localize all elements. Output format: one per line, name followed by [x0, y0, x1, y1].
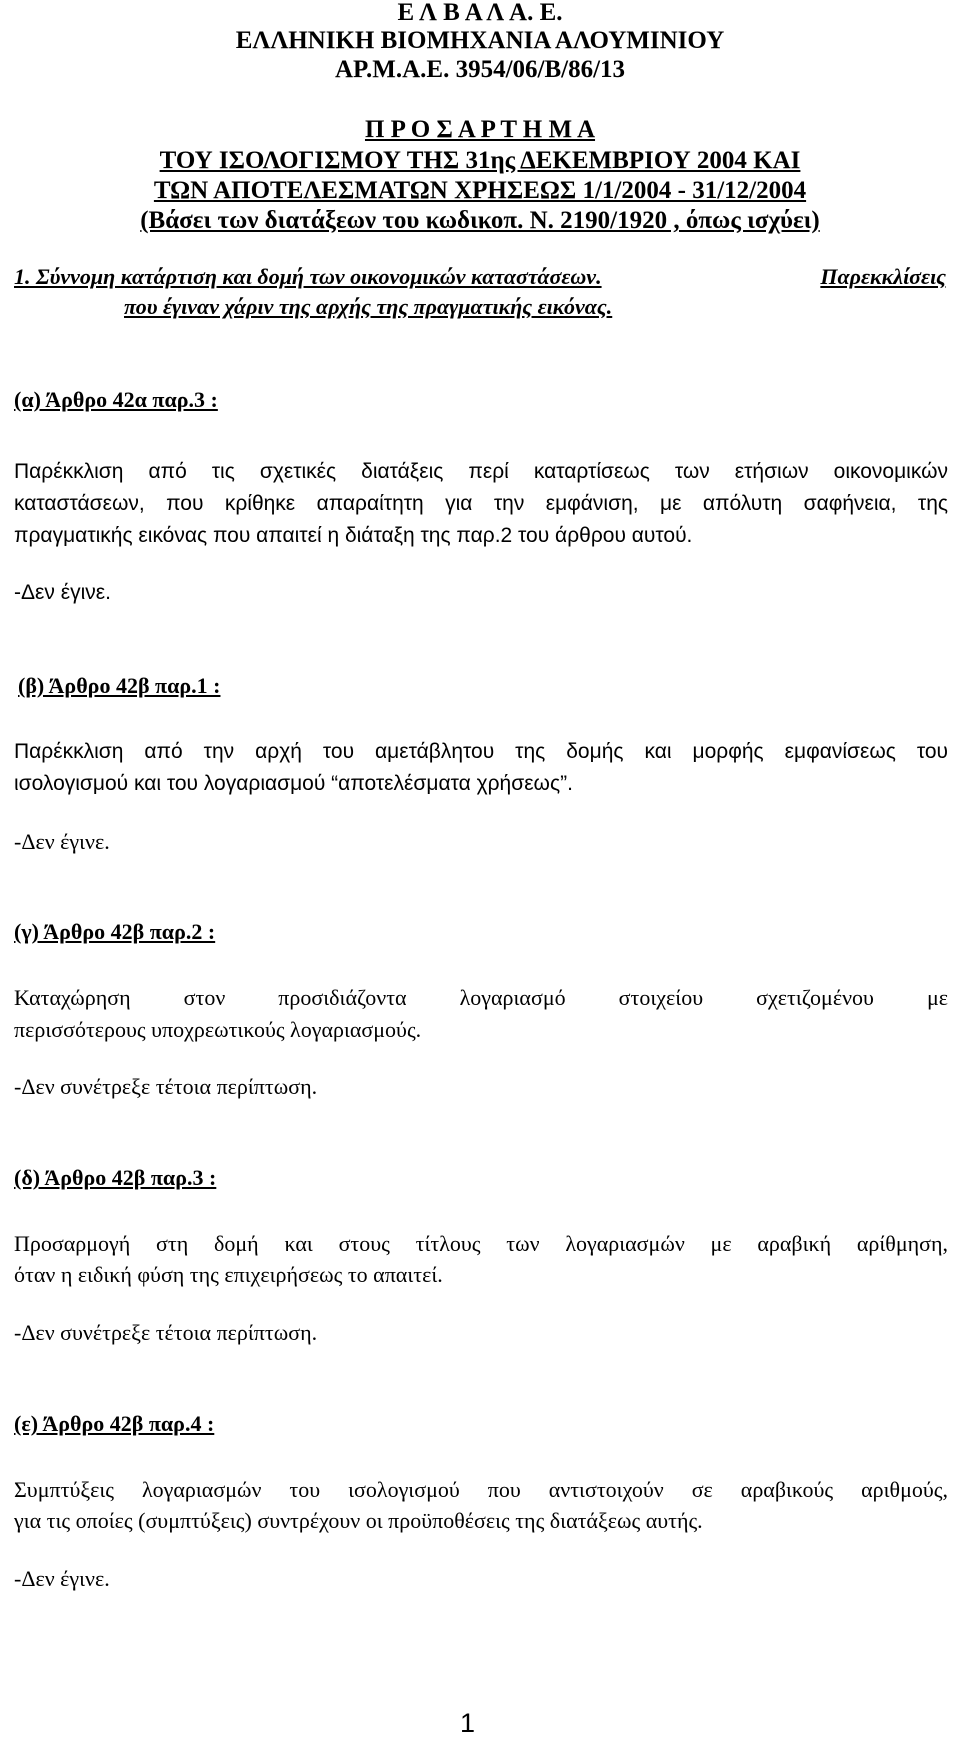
company-abbreviation: Ε Λ Β Α Λ Α. Ε.: [397, 0, 563, 26]
item-d-text-line: Προσαρμογή στη δομή και στους τίτλους των λογαριασμών με αραβική αρίθμηση,: [14, 1231, 948, 1256]
item-c-heading: (γ) Άρθρο 42β παρ.2 :: [14, 919, 216, 944]
title-line-3: (Βάσει των διατάξεων του κωδικοπ. Ν. 2190/1920 , όπως ισχύει): [140, 207, 820, 234]
item-a-note: -Δεν έγινε.: [14, 581, 111, 604]
item-b-heading: (β) Άρθρο 42β παρ.1 :: [18, 673, 221, 698]
company-name: ΕΛΛΗΝΙΚΗ ΒΙΟΜΗΧΑΝΙΑ ΑΛΟΥΜΙΝΙΟΥ: [235, 27, 725, 54]
item-a-text-line: καταστάσεων, που κρίθηκε απαραίτητη για την εμφάνιση, με απόλυτη σαφήνεια, της: [14, 492, 948, 515]
item-b-text-line: Παρέκκλιση από την αρχή του αμετάβλητου της δομής και μορφής εμφανίσεως του: [14, 740, 948, 763]
document-title: Π Ρ Ο Σ Α Ρ Τ Η Μ Α: [364, 116, 596, 143]
section-1-heading-line-2: που έγιναν χάριν της αρχής της πραγματικής εικόνας.: [124, 294, 613, 319]
item-a-text-line: πραγματικής εικόνας που απαιτεί η διάταξη της παρ.2 του άρθρου αυτού.: [14, 524, 693, 547]
item-c-text-line: περισσότερους υποχρεωτικούς λογαριασμούς.: [14, 1017, 422, 1042]
item-c-text-line: Καταχώρηση στον προσιδιάζοντα λογαριασμό στοιχείου σχετιζομένου με: [14, 985, 948, 1010]
item-e-text-line: για τις οποίες (συμπτύξεις) συντρέχουν οι προϋποθέσεις της διατάξεως αυτής.: [14, 1508, 703, 1533]
item-b-text-line: ισολογισμού και του λογαριασμού “αποτελέσματα χρήσεως”.: [14, 772, 573, 795]
item-e-note: -Δεν έγινε.: [14, 1566, 110, 1591]
item-e-text-line: Συμπτύξεις λογαριασμών του ισολογισμού που αντιστοιχούν σε αραβικούς αριθμούς,: [14, 1477, 948, 1502]
item-d-heading: (δ) Άρθρο 42β παρ.3 :: [14, 1165, 217, 1190]
company-registry: ΑΡ.Μ.Α.Ε. 3954/06/Β/86/13: [334, 56, 626, 83]
item-d-text-line: όταν η ειδική φύση της επιχειρήσεως το απαιτεί.: [14, 1262, 443, 1287]
section-1-heading-right: Παρεκκλίσεις: [820, 264, 946, 289]
item-e-heading: (ε) Άρθρο 42β παρ.4 :: [14, 1411, 215, 1436]
item-a-heading: (α) Άρθρο 42α παρ.3 :: [14, 387, 218, 412]
title-line-2: ΤΩΝ ΑΠΟΤΕΛΕΣΜΑΤΩΝ ΧΡΗΣΕΩΣ 1/1/2004 - 31/12/2004: [153, 177, 807, 204]
page-number: 1: [460, 1708, 476, 1738]
item-c-note: -Δεν συνέτρεξε τέτοια περίπτωση.: [14, 1074, 318, 1099]
section-1-heading: 1. Σύννομη κατάρτιση και δομή των οικονομικών καταστάσεων.: [14, 264, 602, 289]
item-b-note: -Δεν έγινε.: [14, 829, 110, 854]
item-d-note: -Δεν συνέτρεξε τέτοια περίπτωση.: [14, 1320, 318, 1345]
title-line-1: ΤΟΥ ΙΣΟΛΟΓΙΣΜΟΥ ΤΗΣ 31ης ΔΕΚΕΜΒΡΙΟΥ 2004 ΚΑΙ: [159, 147, 801, 174]
item-a-text-line: Παρέκκλιση από τις σχετικές διατάξεις περί καταρτίσεως των ετήσιων οικονομικών: [14, 460, 948, 483]
